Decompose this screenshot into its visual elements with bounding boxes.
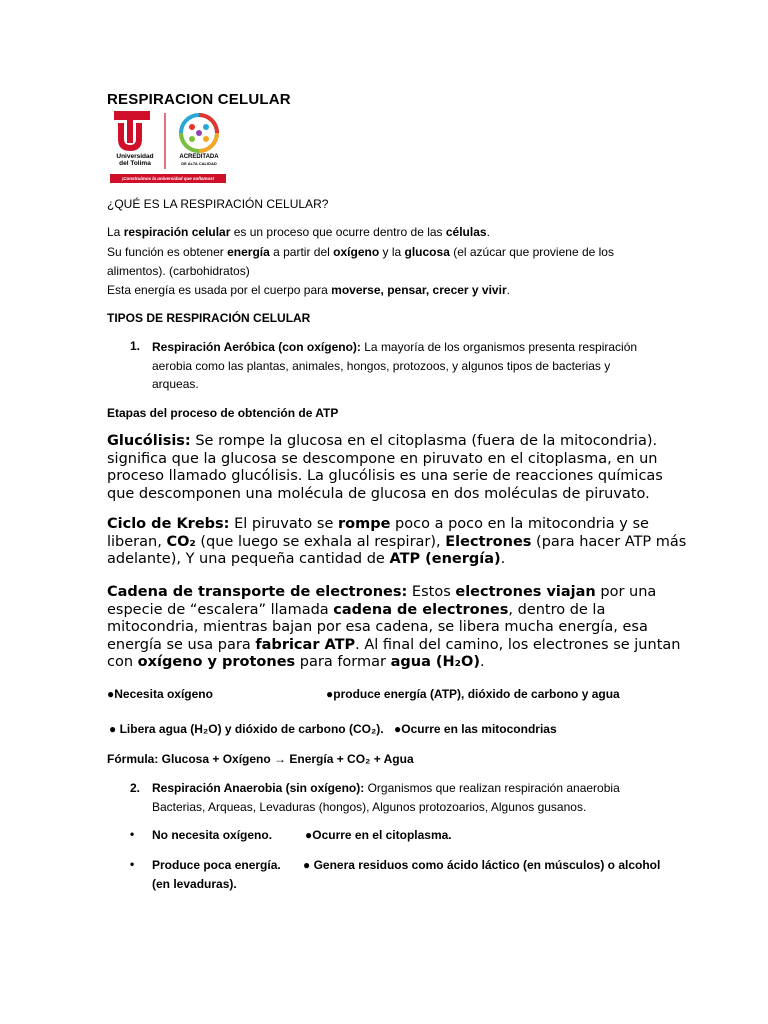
list-number: 1.: [130, 339, 141, 353]
krebs-paragraph: Ciclo de Krebs: El piruvato se rompe poco a poco en la mitocondria y se liberan, CO₂ (que luego se exhala al respirar), Electrones (para hacer ATP más adelante), Y una pequeña cantidad de ATP (energía).: [107, 516, 687, 567]
bullet-libera-agua: ● Libera agua (H₂O) y dióxido de carbono (CO₂).: [109, 722, 384, 736]
paragraph-2-cont: alimentos). (carbohidratos): [107, 264, 250, 278]
accreditation-label: ACREDITADA DE ALTA CALIDAD: [179, 154, 219, 166]
etapas-heading: Etapas del proceso de obtención de ATP: [107, 406, 339, 420]
cadena-paragraph: Cadena de transporte de electrones: Estos electrones viajan por una especie de “escalera” llamada cadena de electrones, dentro de la mitocondria, mientras bajan por esa cadena, se libera mucha energía, esa energía se usa para fabricar ATP. Al final del camino, los electrones se juntan con oxígeno y protones para formar agua (H₂O).: [107, 584, 681, 670]
bullet-produce-energia: ●produce energía (ATP), dióxido de carbono y agua: [326, 687, 620, 701]
page-title: RESPIRACION CELULAR: [107, 91, 291, 108]
bullet-ocurre-mitocondrias: ●Ocurre en las mitocondrias: [394, 722, 557, 736]
paragraph-3: Esta energía es usada por el cuerpo para moverse, pensar, crecer y vivir.: [107, 283, 510, 297]
slogan: ¡Construimos la universidad que soñamos!: [121, 176, 215, 181]
bullet-ocurre-citoplasma: ●Ocurre en el citoplasma.: [305, 828, 452, 842]
section-heading-que-es: ¿QUÉ ES LA RESPIRACIÓN CELULAR?: [107, 197, 329, 211]
bullet-genera-residuos-cont: (en levaduras).: [152, 877, 237, 891]
bullet-necesita-oxigeno: ●Necesita oxígeno: [107, 687, 213, 701]
list-number: 2.: [130, 781, 141, 795]
bullet-genera-residuos: ● Genera residuos como ácido láctico (en músculos) o alcohol: [303, 858, 661, 872]
bullet-no-necesita-oxigeno: No necesita oxígeno.: [152, 828, 273, 842]
list-item-anaerobic-line2: Bacterias, Arqueas, Levaduras (hongos), Algunos protozoarios, Algunos gusanos.: [152, 800, 587, 814]
list-item-aerobic-line3: arqueas.: [152, 377, 199, 391]
ut-logo-graphic: [110, 111, 226, 183]
formula: Fórmula: Glucosa + Oxígeno → Energía + CO₂ + Agua: [107, 752, 414, 766]
list-item-aerobic-line2: aerobia como las plantas, animales, hongos, protozoos, y algunos tipos de bacterias y: [152, 359, 611, 373]
paragraph-1: La respiración celular es un proceso que ocurre dentro de las células.: [107, 225, 490, 239]
bullet-dot: •: [130, 827, 135, 841]
list-item-anaerobic: Respiración Anaerobia (sin oxígeno): Organismos que realizan respiración anaerobia: [152, 781, 620, 795]
university-logo: [110, 111, 226, 183]
section-heading-tipos: TIPOS DE RESPIRACIÓN CELULAR: [107, 311, 311, 325]
bullet-dot: •: [130, 857, 135, 871]
paragraph-2: Su función es obtener energía a partir del oxígeno y la glucosa (el azúcar que proviene de los: [107, 245, 614, 259]
list-item-aerobic: Respiración Aeróbica (con oxígeno): La mayoría de los organismos presenta respiración: [152, 340, 638, 354]
glucolisis-paragraph: Glucólisis: Se rompe la glucosa en el citoplasma (fuera de la mitocondria). significa que la glucosa se descompone en piruvato en el citoplasma, en un proceso llamado glucólisis. La glucólisis es una serie de reacciones químicas que descomponen una molécula de glucosa en dos moléculas de piruvato.: [107, 433, 663, 502]
university-name: Universidad del Tolima: [116, 153, 154, 167]
bullet-poca-energia: Produce poca energía.: [152, 858, 281, 872]
